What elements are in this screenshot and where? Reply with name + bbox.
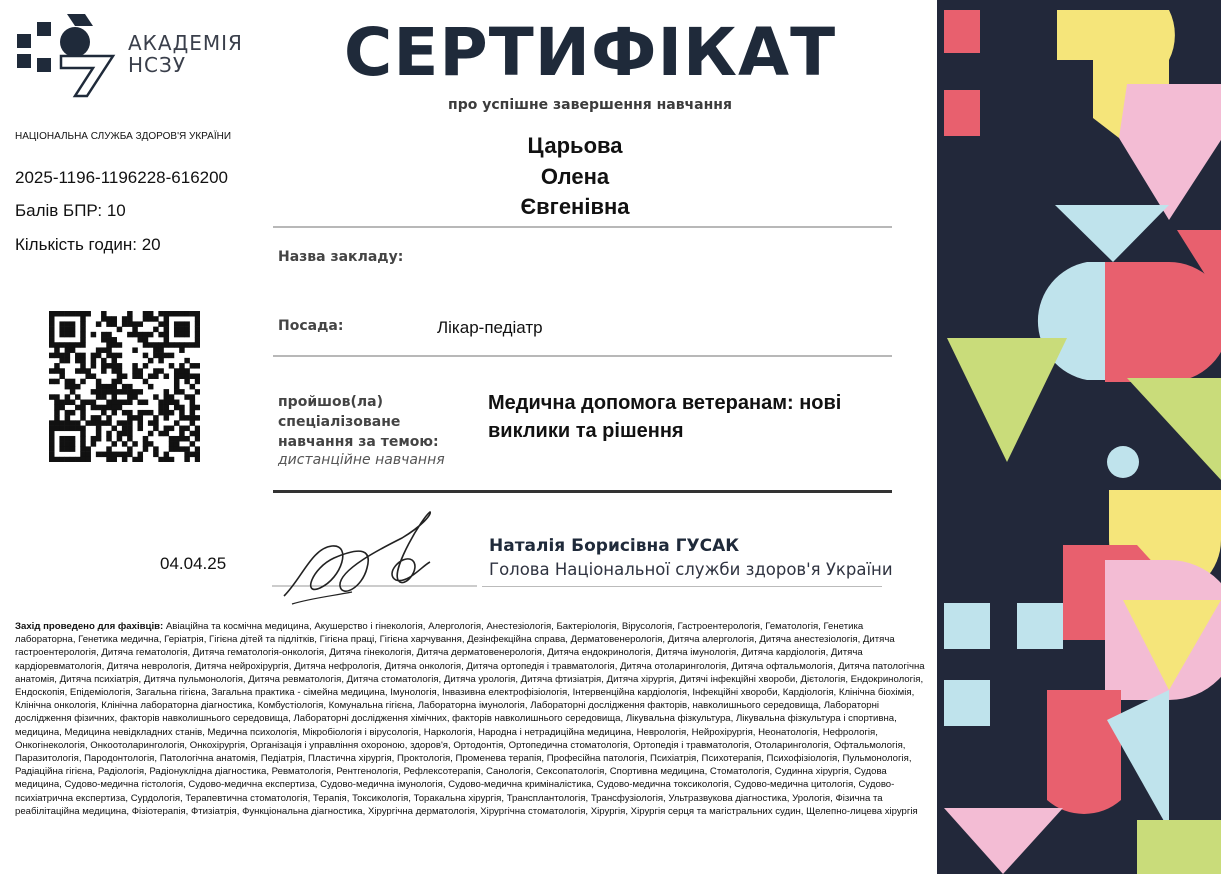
divider [482,586,882,587]
logo-line-1: АКАДЕМІЯ [128,31,243,55]
divider [273,226,892,228]
signer-name: Наталія Борисівна ГУСАК [489,536,740,556]
hours-count: Кількість годин: 20 [15,235,161,254]
decorative-pattern-panel [937,0,1221,874]
logo-text [128,32,243,76]
organization-name: НАЦІОНАЛЬНА СЛУЖБА ЗДОРОВ'Я УКРАЇНИ [15,131,232,142]
topic-label-line-2: спеціалізоване [278,414,401,430]
issue-date: 04.04.25 [160,554,227,573]
recipient-patronymic: Євгенівна [520,194,630,219]
logo-line-2: НСЗУ [128,53,187,77]
signature-icon [272,508,482,612]
recipient-name [430,131,720,223]
position-label: Посада: [278,318,344,334]
topic-label-line-3: навчання за темою: [278,434,439,450]
topic-label [278,392,439,452]
institution-label: Назва закладу: [278,249,404,265]
recipient-surname: Царьова [527,133,623,158]
divider [273,490,892,493]
training-topic: Медична допомога ветеранам: нові виклики та рішення [488,392,842,442]
academy-logo-icon [17,12,125,98]
signer-title: Голова Національної служби здоров'я України [489,560,893,579]
qr-code-icon[interactable] [49,311,200,462]
topic-label-line-1: пройшов(ла) [278,394,383,410]
specialties-text: Авіаційна та космічна медицина, Акушерство і гінекологія, Алергологія, Анестезіологія, Бактеріологія, Вірусологія, Гастроентерологія, Гематологія, Генетика лабораторна, Генетика медична, Геріатрія, Гігієна дітей та підлітків, Гігієна праці, Гігієна харчування, Дезінфекційна справа, Дерматовенерологія, Дитяча алергологія, Дитяча анестезіологія, Дитяча гастроентерологія, Дитяча гематологія, Дитяча гематологія-онкологія, Дитяча гінекологія, Дитяча дерматовенерологія, Дитяча ендокринологія, Дитяча імунологія, Дитяча кардіологія, Дитяча кардіоревматологія, Дитяча неврологія, Дитяча нейрохірургія, Дитяча нефрологія, Дитяча онкологія, Дитяча ортопедія і травматологія, Дитяча отоларингологія, Дитяча офтальмологія, Дитяча патологічна анатомія, Дитяча психіатрія, Дитяча пульмонологія, Дитяча ревматологія, Дитяча стоматологія, Дитяча урологія, Дитяча фтизіатрія, Дитяча хірургія, Дитячі інфекційні хвороби, Дієтологія, Ендокринологія, Ендоскопія, Епідеміологія, Загальна гігієна, Загальна практика - сімейна медицина, Імунологія, Інвазивна електрофізіологія, Інтервенційна кардіологія, Інфекційні хвороби, Кардіологія, Клінічна біохімія, Клінічна онкологія, Клінічна лабораторна діагностика, Комбустіологія, Комунальна гігієна, Лабораторна імунологія, Лабораторні дослідження факторів, навколишнього середовища, Лабораторні дослідження фізичних, факторів навколишнього середовища, Лабораторні дослідження хімічних, факторів навколишнього середовища, Лікувальна фізкультура, Лікувальна фізкультура і спортивна, медицина, Медицина невідкладних станів, Медична психологія, Мікробіологія і вірусологія, Наркологія, Народна і нетрадиційна медицина, Неврологія, Нейрохірургія, Неонатологія, Нефрологія, Онкогінекологія, Онкоотоларингологія, Онкохірургія, Організація і управління охороною, здоров'я, Ортодонтія, Ортопедична стоматологія, Ортопедія і травматологія, Отоларингологія, Офтальмологія, Паразитологія, Пародонтологія, Патологічна анатомія, Педіатрія, Пластична хірургія, Проктологія, Променева терапія, Професійна патологія, Психіатрія, Психотерапія, Психофізіологія, Пульмонологія, Радіаційна гігієна, Радіологія, Радіонуклідна діагностика, Ревматологія, Рентгенологія, Рефлексотерапія, Санологія, Сексопатологія, Спортивна медицина, Стоматологія, Судинна хірургія, Судова медицина, Судово-медична гістологія, Судово-медична експертиза, Судово-медична імунологія, Судово-медична криміналістика, Судово-медична токсикологія, Судово-медична цитологія, Судово-психіатрична експертиза, Сурдологія, Терапевтична стоматологія, Терапія, Токсикологія, Торакальна хірургія, Трансплантологія, Трансфузіологія, Ультразвукова діагностика, Урологія, Фізична та реабілітаційна медицина, Фізіотерапія, Фтизіатрія, Функціональна діагностика, Хірургічна дерматологія, Хірургічна стоматологія, Хірургія, Хірургія серця та магістральних судин, Щелепно-лицева хірургія [15,621,925,817]
training-mode: дистанційне навчання [278,452,445,468]
certificate-number: 2025-1196-1196228-616200 [15,168,229,187]
recipient-first-name: Олена [540,163,610,189]
specialties-list [15,620,925,818]
specialties-lead: Захід проведено для фахівців: [15,621,164,632]
position-value: Лікар-педіатр [437,318,543,337]
certificate-subtitle: про успішне завершення навчання [448,97,732,113]
points-count: Балів БПР: 10 [15,201,126,220]
divider [273,355,892,357]
certificate-title: СЕРТИФІКАТ [343,14,837,91]
